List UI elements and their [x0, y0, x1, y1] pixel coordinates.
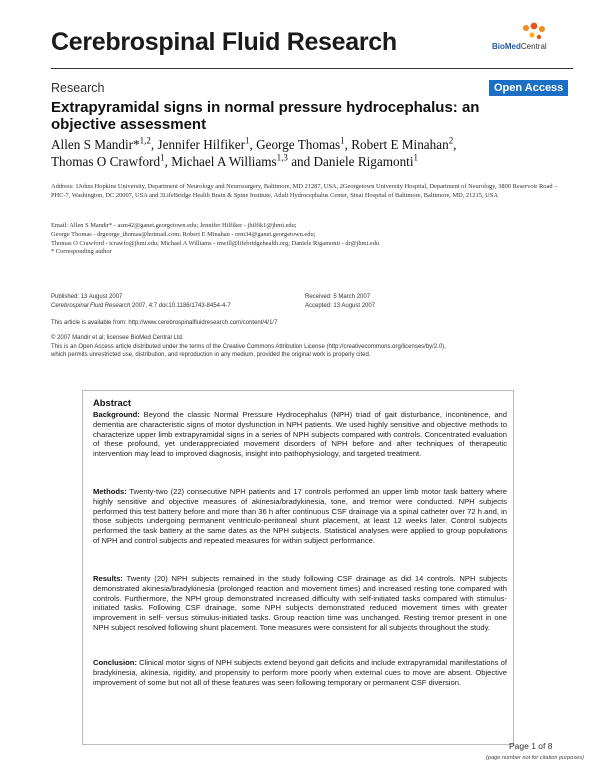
journal-title: Cerebrospinal Fluid Research — [51, 28, 397, 56]
author-name[interactable]: , George Thomas — [249, 137, 341, 152]
copyright-license — [51, 334, 573, 360]
publication-info — [51, 293, 301, 311]
email-line[interactable]: Email: Allen S Mandir* - asm42@ganet.georgetown.edu; Jennifer Hilfiker - jhilfik1@jhmi.edu; — [51, 222, 297, 229]
author-name[interactable]: , Jennifer Hilfiker — [150, 137, 245, 152]
published-date: Published: 13 August 2007 — [51, 294, 123, 300]
license-line[interactable]: This is an Open Access article distributed under the terms of the Creative Commons Attribution License (http://creativecommons.org/licenses/by/2.0), — [51, 343, 446, 350]
abstract-conclusion: Conclusion: Clinical motor signs of NPH subjects extend beyond gait deficits and include extrapyramidal manifestations of bradykinesia, akinesia, rigidity, and propensity to perform more poorly when external cues to move are absent. Objective improvement of some but not all of these features was seen following temporary or permanent CSF diversion. — [93, 658, 507, 687]
email-line[interactable]: George Thomas - drgeorge_thomas@hotmail.com; Robert E Minahan - rem34@ganet.georgetown.edu; — [51, 230, 316, 238]
logo-wordmark: BioMedCentral — [492, 42, 547, 51]
accepted-date: Accepted: 13 August 2007 — [305, 303, 376, 309]
abstract-background: Background: Beyond the classic Normal Pressure Hydrocephalus (NPH) triad of gait disturbance, incontinence, and dementia are characteristic signs of motor dysfunction in NPH patients. We used highly sensitive and objective methods to characterize upper limb extrapyramidal signs in a series of NPH subjects compared with controls. Concentrated evaluation of these profound, yet underappreciated movement disorders of NPH before and after techniques of therapeutic intervention may lead to improved diagnosis, insight into pathophysiology, and targeted treatment. — [93, 410, 507, 459]
author-list: Allen S Mandir*$^{1,2}$, Jennifer Hilfiker$^1$, George Thomas$^1$, Robert E Minahan$^2$, Thomas O Crawford$^1$, Michael A Williams$^{1,3}$ and Daniele Rigamonti$^1$ — [51, 135, 457, 169]
abstract-results: Results: Twenty (20) NPH subjects remained in the study following CSF drainage as did 14 controls. NPH subjects demonstrated akinesia/bradykinesia (prolonged reaction and movement times) and increased resting tone compared with controls. Furthermore, the NPH group demonstrated increased difficulty with self-initiated tasks compared with stimulus-initiated tasks. Following CSF drainage, some NPH subjects demonstrated reduced movement times with greater improvement in self- versus stimulus-initiated tasks. Group reaction time was unchanged. Resting tremor present in one NPH subject resolved following shunt placement. Tone measures were consistent for all subjects throughout the study. — [93, 574, 507, 632]
author-affiliations: Address: 1Johns Hopkins University, Department of Neurology and Neurosurgery, Baltimore, MD 21287, USA, 2Georgetown University Hospital, Department of Neurology, 3800 Reservoir Road – PHC-7, Washington, DC 20007, USA and 3LifeBridge Health Brain & Spine Institute, Adult Hydrocephalus Center, Sinai Hospital of Baltimore, Baltimore, MD, 21215, USA — [51, 183, 558, 199]
header-divider — [51, 68, 573, 69]
citation: Cerebrospinal Fluid Research 2007, 4:7 doi:10.1186/1743-8454-4-7 — [51, 303, 231, 309]
page-number-note: (page number not for citation purposes) — [486, 755, 584, 761]
article-section: Research — [51, 81, 105, 95]
author-name[interactable]: , Michael A Williams — [164, 154, 277, 169]
dates-info — [305, 293, 555, 311]
author-name[interactable]: and Daniele Rigamonti — [287, 154, 414, 169]
author-name[interactable]: Thomas O Crawford — [51, 154, 161, 169]
author-name[interactable]: Allen S Mandir* — [51, 137, 140, 152]
logo-dots-icon — [492, 20, 552, 44]
received-date: Received: 5 March 2007 — [305, 294, 371, 300]
abstract-heading: Abstract — [93, 397, 132, 408]
biomed-central-logo — [492, 20, 552, 56]
author-emails — [51, 222, 573, 257]
page-number: Page 1 of 8 — [509, 741, 553, 751]
copyright: © 2007 Mandir et al; licensee BioMed Central Ltd. — [51, 335, 184, 341]
author-name[interactable]: , Robert E Minahan — [344, 137, 449, 152]
abstract-methods: Methods: Twenty-two (22) consecutive NPH patients and 17 controls performed an upper limb motor task battery where highly sensitive and objective measures of akinesia/bradykinesia, tone, and tremor were conducted. NPH subjects performed this test battery before and more than 36 h after continuous CSF drainage via a spinal catheter over 72 h and, in those subjects undergoing permanent ventriculo-peritoneal shunt placement, at least 12 weeks later. Control subjects performed the task battery at the same dates as the NPH subjects. Statistical analyses were applied to group populations of NPH and control subjects and repeated measures for within subject performance. — [93, 487, 507, 545]
article-title: Extrapyramidal signs in normal pressure hydrocephalus: an objective assessment — [51, 99, 480, 133]
open-access-badge: Open Access — [489, 80, 568, 96]
article-url[interactable]: This article is available from: http://www.cerebrospinalfluidresearch.com/content/4/1/7 — [51, 320, 278, 326]
corresponding-author-note: * Corresponding author — [51, 248, 112, 256]
email-line[interactable]: Thomas O Crawford - tcrawfo@jhmi.edu; Michael A Williams - mwill@lifebridgehealth.org; Daniele Rigamonti - dr@jhmi.edu — [51, 239, 380, 247]
license-line: which permits unrestricted use, distribution, and reproduction in any medium, provided the original work is properly cited. — [51, 352, 371, 359]
